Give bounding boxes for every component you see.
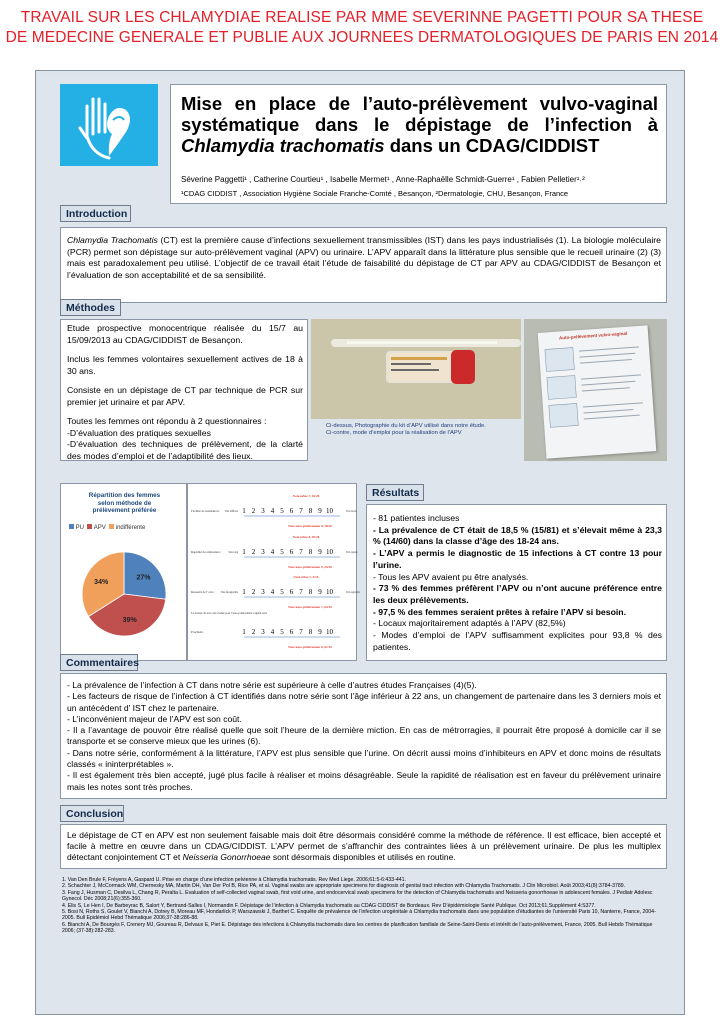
scale-left-label: Très désagréable: [220, 591, 238, 594]
hands-heart-logo-icon: [60, 84, 158, 166]
legend-indifferente: indifférente: [115, 525, 146, 531]
comment-item: - Il est également très bien accepté, jugé plus facile à réaliser et moins désagréable. Seule la rapidité de réalisation est en faveur du prélèvement urinaire mais les notes sont très proches.: [67, 770, 661, 792]
scale-note-urine: Note urine 8, 36/20: [292, 535, 320, 539]
conclusion-end: sont désormais disponibles et utilisés en routine.: [270, 852, 456, 863]
methodes-p2: Inclus les femmes volontaires sexuellement actives de 18 à 30 ans.: [67, 354, 303, 376]
scale-number: 10: [326, 628, 333, 636]
conclusion-italic: Neisseria Gonorrhoeae: [182, 852, 271, 863]
instruction-sheet-photo: [524, 319, 667, 461]
commentaires-list: [67, 680, 661, 793]
scale-number: 6: [289, 628, 294, 636]
scale-note-urine: Note urine 7, 16/20: [292, 494, 320, 498]
pie-chart-panel: [60, 483, 187, 661]
poster: [35, 70, 685, 1015]
reference-item: 2. Schachter J, McCormack WM, Chernesky MA, Martin DH, Van Der Pol B, Rice PA, et al. Vaginal swabs are appropriate specimens for diagnosis of genital tract infection with Chlamydia Trachomatis. J Clin Microbiol. Août 2003;41(8):3784-3789.: [62, 883, 626, 890]
result-item: - La prévalence de CT était de 18,5 % (15/81) et s’élevait même à 23,3 % (14/60) dans la classe d’âge des 18-24 ans.: [373, 524, 662, 547]
comment-item: - Dans notre série, conformément à la littérature, l’APV est plus sensible que l’urine. On décrit aussi moins d’inhibiteurs en APV et donc moins de résultats classés « ininterprétables ».: [67, 747, 661, 770]
scale-number: 4: [270, 507, 275, 515]
affiliations: ¹CDAG CIDDIST , Association Hygiène Sociale Franche-Comté , Besançon, ²Dermatologie, CHU, Besançon, France: [181, 189, 569, 198]
instruction-sheet: [538, 325, 657, 458]
conclusion-panel: [60, 824, 667, 869]
scale-right-label: Très facile: [346, 510, 357, 513]
legend-swatch-apv: [87, 524, 92, 529]
conclusion-body: Le dépistage de CT en APV est non seulement faisable mais doit être désormais considéré comme la méthode de référence. Il est efficace, bien accepté et facile à mettre en œuvre dans un CDAG/CIDDIST. L’APV permet de s’affranchir des contraintes liées à un prélèvement urinaire. De plus les multiplex détectant conjointement CT et: [67, 830, 661, 863]
title-text-2: dans un CDAG/CIDDIST: [384, 135, 600, 156]
legend-swatch-pu: [69, 524, 74, 529]
scale-number: 7: [299, 628, 303, 636]
kit-photo-illustration: [311, 319, 521, 419]
comment-item: - Il a l’avantage de pouvoir être réalisé quelle que soit l’heure de la dernière miction. En cas de métrorragies, il pourrait être proposé à domicile car il se transporte et se conserve mieux que les urines (6).: [67, 725, 661, 747]
pie-chart: [61, 539, 188, 649]
scale-note-apv: Note auto-prélèvement 8, 61/10: [288, 645, 332, 649]
methodes-p1: Etude prospective monocentrique réalisée du 15/7 au 15/09/2013 au CDAG/CIDDIST de Besançon.: [67, 323, 303, 345]
caption-kit: Ci-dessus, Photographie du kit d’APV utilisé dans notre étude.: [326, 423, 486, 429]
scale-number: 1: [242, 507, 246, 515]
pie-legend: [69, 524, 184, 531]
scale-number: 4: [270, 628, 275, 636]
result-item: - Tous les APV avaient pu être analysés.: [373, 571, 529, 582]
title-text-1: Mise en place de l’auto-prélèvement vulvo-vaginal systématique dans le dépistage de l’infection à: [181, 93, 658, 135]
scale-number: 5: [280, 507, 284, 515]
scale-number: 10: [326, 588, 333, 596]
scale-right-label: Très agréable: [346, 591, 360, 594]
header-line-2: DE MEDECINE GENERALE ET PUBLIE AUX JOURNEES DERMATOLOGIQUES DE PARIS EN 2014: [5, 29, 719, 46]
scale-number: 6: [289, 588, 294, 596]
methodes-panel: [60, 319, 308, 461]
methodes-text: [67, 323, 303, 462]
introduction-panel: [60, 227, 667, 303]
scale-label: Facilité de réalisation :: [191, 509, 221, 513]
comment-item: - L’inconvénient majeur de l’APV est son coût.: [67, 713, 242, 724]
reference-item: 4. Elis S, Le Hen I, De Barbeyrac B, Salort Y, Bertrand-Salles I, Normandin F. Dépistage de l’infection à Chlamydia trachomatis au CDAG CIDDIST de Bordeaux. Rev D’épidémiologie Santé Publique. Oct 2013;61,Supplément 4:S377.: [62, 902, 596, 909]
commentaires-heading: Commentaires: [60, 654, 138, 671]
methodes-p3: Consiste en un dépistage de CT par technique de PCR sur premier jet urinaire et par APV.: [67, 385, 303, 407]
legend-pu: PU: [75, 525, 85, 531]
title-italic: Chlamydia trachomatis: [181, 135, 385, 156]
kit-photo: [311, 319, 521, 419]
pie-title-line3: prélèvement préférée: [92, 507, 157, 514]
scale-right-label: Très rapide: [346, 551, 358, 554]
scale-number: 4: [270, 548, 275, 556]
scale-number: 7: [299, 548, 303, 556]
scale-number: 8: [308, 507, 313, 515]
commentaires-panel: [60, 673, 667, 799]
scale-number: 1: [242, 548, 246, 556]
pie-title-line2: selon méthode de: [97, 499, 152, 507]
legend-swatch-indiff: [109, 524, 114, 529]
header-line-1: TRAVAIL SUR LES CHLAMYDIAE REALISE PAR MME SEVERINNE PAGETTI POUR SA THESE: [20, 9, 704, 26]
scale-note-apv: Note auto-prélèvement 8, 18/20: [288, 524, 332, 528]
scale-note: Le dossier du test a été évalué pour l’auto-prélèvement vaginal seul.: [191, 612, 268, 615]
result-item: - 73 % des femmes préfèrent l’APV ou n’ont aucune préférence entre les deux prélèvements.: [373, 583, 662, 605]
scale-number: 9: [318, 548, 322, 556]
scale-number: 7: [299, 588, 303, 596]
scale-number: 5: [280, 588, 284, 596]
rating-scales: [188, 484, 358, 662]
scale-number: 8: [308, 628, 313, 636]
instruction-sheet-figures: [538, 334, 655, 451]
result-item: - Modes d’emploi de l’APV suffisamment explicites pour 93,8 % des patientes.: [373, 630, 662, 652]
legend-apv: APV: [93, 525, 106, 531]
scale-number: 10: [326, 548, 333, 556]
photo-captions: [326, 423, 511, 437]
comment-item: - Les facteurs de risque de l’infection à CT identifiés dans notre série sont l’âge inférieur à 22 ans, un changement de partenaire dans les 3 derniers mois et un antécédent d’ IST chez le partenaire.: [67, 691, 661, 713]
scale-number: 1: [242, 628, 246, 636]
pie-title-line1: Répartition des femmes: [88, 492, 161, 499]
comment-item: - La prévalence de l’infection à CT dans notre série est supérieure à celle d’autres études Françaises (4)(5).: [67, 680, 477, 690]
reference-item: 5. Bosi N, Roths S, Goulet V, Bianchi A, Dotrey B, Moreau MF, Hondarlick P, Warszawski J, Barthet C. Enquête de prévalence de l’infection urogénitale à Chlamydia trachomatis dans une population d’étudiantes de l’université Paris 10, Nanterre, France, 2004-2005. Bull Epidémiol Hebd Thématique 2006;37-38:286-88.: [62, 909, 656, 922]
scale-number: 5: [280, 548, 284, 556]
resultats-heading: Résultats: [366, 484, 424, 501]
instruction-sheet-title: Auto-prélèvement vulvo-vaginal: [558, 330, 628, 341]
scale-left-label: Très long: [228, 551, 238, 554]
scale-number: 8: [308, 588, 313, 596]
scales-panel: [187, 483, 360, 661]
conclusion-heading: Conclusion: [60, 805, 124, 822]
scale-number: 2: [251, 628, 256, 636]
scale-label: Prochain :: [191, 630, 205, 634]
logo: [60, 84, 158, 166]
authors: Séverine Paggetti¹ , Catherine Courtieu¹ , Isabelle Mermet¹ , Anne-Raphaëlle Schmidt-Guerre¹ , Fabien Pelletier¹˒²: [181, 175, 585, 184]
scale-number: 8: [308, 548, 313, 556]
scale-number: 3: [261, 628, 265, 636]
result-item: - L’APV a permis le diagnostic de 15 infections à CT contre 13 pour l’urine.: [373, 548, 662, 570]
scale-label: Ressenti de l’acte :: [191, 590, 216, 594]
scale-note-apv: Note auto-prélèvement 9, 25/20: [288, 565, 332, 569]
scale-number: 3: [261, 507, 265, 515]
reference-item: 6. Bianchi A, De Bourgès F, Crenery MJ, Goureau R, Delvaux E, Piet E. Dépistage des infections à Chlamydia trachomatis dans les centres de planification familiale de Seine-Saint-Denis et intérêt de l’auto-prélèvement, France, 2005. Bull Hebdo Thématique 2006; (37-38):282-283.: [62, 921, 653, 935]
introduction-heading: Introduction: [60, 205, 131, 222]
scale-number: 9: [318, 507, 322, 515]
intro-body: (CT) est la première cause d’infections sexuellement transmissibles (IST) dans les pays industrialisés (1). La biologie moléculaire (PCR) permet son dépistage sur auto-prélèvement vaginal (APV) ou urinaire. L’APV apparaît dans la littérature plus sensible que le recueil urinaire (2) (3) mais est paradoxalement peu utilisé. L’objectif de ce travail était l’étude de faisabilité du dépistage de CT par APV au CDAG/CIDDIST de Besançon et l’évaluation de son acceptabilité et de sa sensibilité.: [67, 235, 661, 280]
scale-number: 5: [280, 628, 284, 636]
reference-item: 3. Fang J, Husman C, Desilva L, Chang R, Peralta L. Evaluation of self-collected vaginal swab, first void urine, and endocervical swab specimens for the detection of Chlamydia trachomatis and Neisseria gonorrhoeae in adolescent females. J Pediatr Adolesc Gynecol. Déc 2008;21(6):355-360.: [62, 889, 653, 903]
scale-number: 3: [261, 548, 265, 556]
pie-label-apv: 39%: [122, 616, 137, 624]
scale-number: 4: [270, 588, 275, 596]
scale-note-urine: Note urine 7, 4/10: [293, 575, 319, 579]
result-item: - 81 patientes incluses: [373, 513, 460, 523]
intro-italic: Chlamydia Trachomatis: [67, 235, 158, 245]
scale-number: 6: [289, 548, 294, 556]
scale-number: 6: [289, 507, 294, 515]
references: [62, 877, 665, 935]
pie-label-indifférente: 34%: [94, 578, 109, 586]
scale-number: 2: [251, 588, 256, 596]
methodes-p4-line2: -D’évaluation des pratiques sexuelles: [67, 427, 211, 438]
scale-number: 1: [242, 588, 246, 596]
resultats-list: [373, 513, 662, 653]
reference-item: 1. Van Den Brule F, Fréyens A, Gaspard U. Prise en charge d’une infection pelvienne à Chlamydia trachomatis. Rev Med Liege. 2006;61:5-6:433-441.: [62, 877, 406, 883]
methodes-heading: Méthodes: [60, 299, 121, 316]
scale-note-apv: Note auto-prélèvement 7, 64/10: [288, 605, 332, 609]
result-item: - Locaux majoritairement adaptés à l’APV (82,5%): [373, 618, 566, 629]
resultats-panel: [366, 504, 667, 661]
scale-number: 3: [261, 588, 265, 596]
result-item: - 97,5 % des femmes seraient prêtes à refaire l’APV si besoin.: [373, 606, 627, 617]
caption-instructions: Ci-contre, mode d’emploi pour la réalisation de l’APV: [326, 430, 462, 436]
scale-left-label: Très difficile: [224, 510, 238, 513]
scale-number: 9: [318, 628, 322, 636]
scale-number: 2: [251, 507, 256, 515]
scale-number: 7: [299, 507, 303, 515]
pie-label-pu: 27%: [136, 574, 151, 582]
methodes-p4-line3: -D’évaluation des techniques de prélèvement, de la clarté des modes d’emploi et de l’adaptibilité des lieux.: [67, 439, 303, 461]
scale-number: 10: [326, 507, 333, 515]
poster-title: [181, 93, 658, 156]
pie-chart-title: [61, 492, 188, 515]
scale-number: 9: [318, 588, 322, 596]
methodes-p4-line1: Toutes les femmes ont répondu à 2 questionnaires :: [67, 416, 267, 426]
scale-number: 2: [251, 548, 256, 556]
title-panel: [170, 84, 667, 204]
conclusion-text: [67, 830, 661, 864]
introduction-text: [67, 235, 661, 281]
scale-label: Rapidité de réalisation :: [191, 550, 222, 554]
